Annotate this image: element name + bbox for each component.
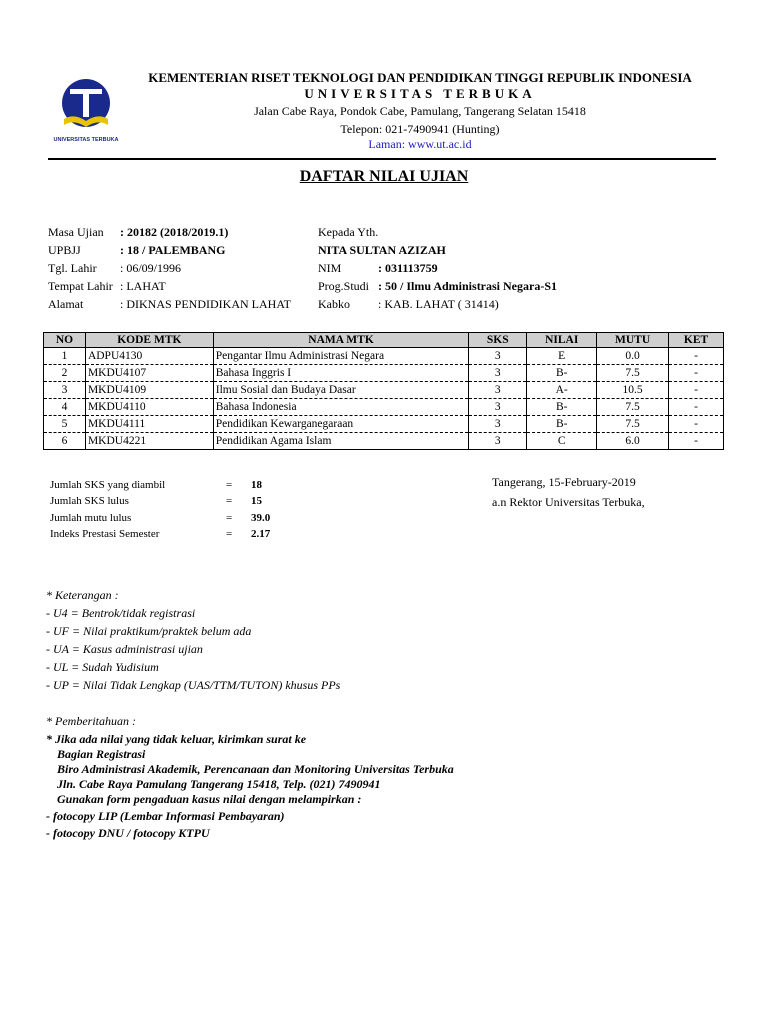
pemberitahuan-line: - fotocopy DNU / fotocopy KTPU [46, 826, 210, 840]
alamat-label: Alamat [48, 297, 84, 311]
cell-kode: ADPU4130 [85, 348, 213, 365]
cell-no: 5 [44, 416, 86, 433]
university-logo [50, 75, 122, 147]
pemberitahuan-title: * Pemberitahuan : [46, 714, 136, 728]
col-header-kode: KODE MTK [85, 333, 213, 348]
cell-nilai: B- [527, 365, 597, 382]
table-row [44, 365, 724, 382]
grades-table [43, 332, 724, 450]
summary-value-ips: 2.17 [251, 528, 271, 540]
student-name: NITA SULTAN AZIZAH [318, 243, 446, 257]
col-header-ket: KET [669, 333, 724, 348]
cell-kode: MKDU4107 [85, 365, 213, 382]
summary-eq: = [226, 512, 233, 524]
cell-sks: 3 [469, 348, 527, 365]
cell-mutu: 7.5 [597, 365, 669, 382]
table-row [44, 382, 724, 399]
table-row [44, 348, 724, 365]
col-header-nama: NAMA MTK [213, 333, 469, 348]
table-row [44, 433, 724, 450]
cell-kode: MKDU4111 [85, 416, 213, 433]
summary-value-sks-diambil: 18 [251, 479, 262, 491]
tempat-lahir-value: : LAHAT [120, 279, 166, 293]
kabko-label: Kabko [318, 297, 350, 311]
cell-mutu: 7.5 [597, 416, 669, 433]
cell-nilai: B- [527, 416, 597, 433]
pemberitahuan-line: Jln. Cabe Raya Pamulang Tangerang 15418, Telp. (021) 7490941 [57, 777, 381, 791]
university-address: Jalan Cabe Raya, Pondok Cabe, Pamulang, Tangerang Selatan 15418 [254, 104, 586, 118]
cell-no: 3 [44, 382, 86, 399]
cell-sks: 3 [469, 399, 527, 416]
pemberitahuan-line: Biro Administrasi Akademik, Perencanaan dan Monitoring Universitas Terbuka [57, 762, 454, 776]
cell-ket: - [669, 416, 724, 433]
summary-value-mutu-lulus: 39.0 [251, 512, 271, 524]
alamat-value: : DIKNAS PENDIDIKAN LAHAT [120, 297, 291, 311]
cell-nilai: B- [527, 399, 597, 416]
col-header-sks: SKS [469, 333, 527, 348]
col-header-mutu: MUTU [597, 333, 669, 348]
table-row [44, 416, 724, 433]
cell-no: 2 [44, 365, 86, 382]
cell-mutu: 7.5 [597, 399, 669, 416]
kepada-label: Kepada Yth. [318, 225, 379, 239]
summary-eq: = [226, 479, 233, 491]
university-website-link[interactable]: Laman: www.ut.ac.id [368, 137, 472, 151]
upbjj-label: UPBJJ [48, 243, 81, 257]
university-name: UNIVERSITAS TERBUKA [304, 86, 536, 101]
summary-label-sks-diambil: Jumlah SKS yang diambil [50, 479, 166, 491]
keterangan-item: - UL = Sudah Yudisium [46, 660, 159, 674]
tgl-lahir-label: Tgl. Lahir [48, 261, 97, 275]
cell-mutu: 0.0 [597, 348, 669, 365]
cell-mutu: 6.0 [597, 433, 669, 450]
logo-caption: UNIVERSITAS TERBUKA [53, 137, 119, 143]
upbjj-value: : 18 / PALEMBANG [120, 243, 226, 257]
cell-ket: - [669, 433, 724, 450]
pemberitahuan-line: - fotocopy LIP (Lembar Informasi Pembayaran) [46, 809, 285, 823]
col-header-nilai: NILAI [527, 333, 597, 348]
header-divider [48, 158, 716, 160]
keterangan-item: - UA = Kasus administrasi ujian [46, 642, 203, 656]
signature-place-date: Tangerang, 15-February-2019 [492, 475, 636, 489]
cell-nilai: C [527, 433, 597, 450]
ministry-name: KEMENTERIAN RISET TEKNOLOGI DAN PENDIDIKAN TINGGI REPUBLIK INDONESIA [148, 70, 692, 85]
prodi-value: : 50 / Ilmu Administrasi Negara-S1 [378, 279, 558, 293]
summary-eq: = [226, 528, 233, 540]
keterangan-item: - U4 = Bentrok/tidak registrasi [46, 606, 196, 620]
cell-sks: 3 [469, 365, 527, 382]
pemberitahuan-line: Bagian Registrasi [57, 747, 146, 761]
tempat-lahir-label: Tempat Lahir [48, 279, 113, 293]
keterangan-item: - UP = Nilai Tidak Lengkap (UAS/TTM/TUTON) khusus PPs [46, 678, 341, 692]
university-phone: Telepon: 021-7490941 (Hunting) [340, 122, 500, 136]
cell-ket: - [669, 348, 724, 365]
cell-mutu: 10.5 [597, 382, 669, 399]
masa-ujian-value: : 20182 (2018/2019.1) [120, 225, 229, 239]
cell-nama: Pendidikan Kewarganegaraan [213, 416, 469, 433]
cell-no: 4 [44, 399, 86, 416]
masa-ujian-label: Masa Ujian [48, 225, 104, 239]
signature-on-behalf: a.n Rektor Universitas Terbuka, [492, 495, 645, 509]
prodi-label: Prog.Studi [318, 279, 370, 293]
document-title: DAFTAR NILAI UJIAN [299, 168, 469, 185]
col-header-no: NO [44, 333, 86, 348]
cell-ket: - [669, 365, 724, 382]
cell-kode: MKDU4110 [85, 399, 213, 416]
cell-nama: Bahasa Indonesia [213, 399, 469, 416]
kabko-value: : KAB. LAHAT ( 31414) [378, 297, 499, 311]
cell-no: 1 [44, 348, 86, 365]
cell-nilai: E [527, 348, 597, 365]
nim-value: : 031113759 [378, 261, 438, 275]
summary-eq: = [226, 495, 233, 507]
cell-sks: 3 [469, 433, 527, 450]
keterangan-title: * Keterangan : [46, 588, 119, 602]
cell-kode: MKDU4109 [85, 382, 213, 399]
table-row [44, 399, 724, 416]
summary-label-sks-lulus: Jumlah SKS lulus [50, 495, 129, 507]
cell-nama: Pengantar Ilmu Administrasi Negara [213, 348, 469, 365]
cell-no: 6 [44, 433, 86, 450]
cell-nama: Bahasa Inggris I [213, 365, 469, 382]
pemberitahuan-line: Gunakan form pengaduan kasus nilai dengan melampirkan : [57, 792, 362, 806]
cell-sks: 3 [469, 382, 527, 399]
cell-nama: Ilmu Sosial dan Budaya Dasar [213, 382, 469, 399]
cell-nilai: A- [527, 382, 597, 399]
pemberitahuan-line: * Jika ada nilai yang tidak keluar, kirimkan surat ke [46, 732, 307, 746]
summary-label-ips: Indeks Prestasi Semester [50, 528, 160, 540]
cell-sks: 3 [469, 416, 527, 433]
cell-ket: - [669, 382, 724, 399]
keterangan-item: - UF = Nilai praktikum/praktek belum ada [46, 624, 252, 638]
cell-nama: Pendidikan Agama Islam [213, 433, 469, 450]
tgl-lahir-value: : 06/09/1996 [120, 261, 182, 275]
cell-kode: MKDU4221 [85, 433, 213, 450]
nim-label: NIM [318, 261, 342, 275]
cell-ket: - [669, 399, 724, 416]
table-header-row [44, 333, 724, 348]
summary-value-sks-lulus: 15 [251, 495, 262, 507]
summary-label-mutu-lulus: Jumlah mutu lulus [50, 512, 132, 524]
